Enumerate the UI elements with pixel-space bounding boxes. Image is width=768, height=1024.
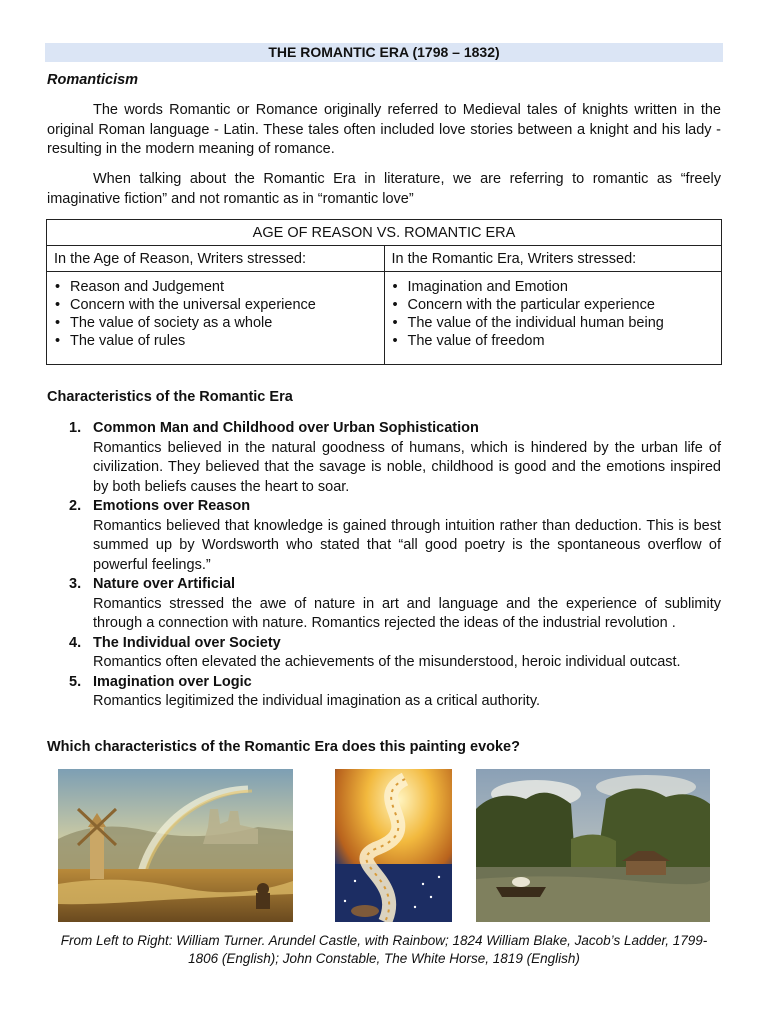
characteristic-number: 3. <box>69 576 82 592</box>
characteristic-number: 4. <box>69 634 82 651</box>
question-text: Which characteristics of the Romantic Era does this painting evoke? <box>47 739 520 755</box>
intro-paragraph-1 <box>47 101 721 160</box>
characteristic-number: 5. <box>69 673 82 690</box>
characteristic-description: Romantics stressed the awe of nature in art and language and the experience of sublimity through a connection with nature. Romantics rejected the ideas of the industrial revolution . <box>93 595 721 631</box>
characteristic-item <box>47 575 721 634</box>
characteristics-list <box>47 419 721 712</box>
turner-painting-image <box>58 769 293 922</box>
characteristic-title: The Individual over Society <box>93 634 281 651</box>
constable-painting-image <box>476 769 710 922</box>
romantic-era-list <box>392 278 715 350</box>
list-item: • Concern with the universal experience <box>54 296 377 314</box>
list-item: • Imagination and Emotion <box>392 278 715 296</box>
characteristic-item <box>47 419 721 497</box>
age-of-reason-header: In the Age of Reason, Writers stressed: <box>47 246 385 272</box>
list-item: • The value of society as a whole <box>54 314 377 332</box>
intro-paragraph-1-text: The words Romantic or Romance originally referred to Medieval tales of knights written in the original Roman language - Latin. These tales often included love stories between a knight and his lady - resulting in the modern meaning of romance. <box>47 102 721 157</box>
page-title: THE ROMANTIC ERA (1798 – 1832) <box>45 43 723 62</box>
characteristic-item <box>47 634 721 673</box>
list-item: • Reason and Judgement <box>54 278 377 296</box>
intro-paragraph-2 <box>47 170 721 209</box>
blake-painting-image <box>335 769 452 922</box>
characteristic-item <box>47 497 721 575</box>
characteristics-heading: Characteristics of the Romantic Era <box>47 389 293 405</box>
characteristic-number: 1. <box>69 420 82 436</box>
paintings-caption: From Left to Right: William Turner. Arundel Castle, with Rainbow; 1824 William Blake, Jacob’s Ladder, 1799-1806 (English); John Constable, The White Horse, 1819 (English) <box>60 933 708 966</box>
section-heading-romanticism: Romanticism <box>47 72 139 88</box>
comparison-table <box>46 219 722 365</box>
list-item: • Concern with the particular experience <box>392 296 715 314</box>
list-item: • The value of rules <box>54 332 377 350</box>
characteristic-number: 2. <box>69 498 82 514</box>
romantic-era-cell <box>384 272 722 365</box>
characteristic-item <box>47 673 721 712</box>
characteristic-title: Emotions over Reason <box>93 498 251 514</box>
intro-paragraph-2-text: When talking about the Romantic Era in literature, we are referring to romantic as “freely imaginative fiction” and not romantic as in “romantic love” <box>47 171 721 207</box>
romantic-era-header: In the Romantic Era, Writers stressed: <box>384 246 722 272</box>
characteristic-title: Imagination over Logic <box>93 673 252 690</box>
characteristic-description: Romantics legitimized the individual imagination as a critical authority. <box>93 693 541 709</box>
characteristic-title: Nature over Artificial <box>93 576 236 592</box>
list-item: • The value of freedom <box>392 332 715 350</box>
characteristic-description: Romantics believed in the natural goodness of humans, which is hindered by the urban life of civilization. They believed that the savage is noble, childhood is good and the emotions inspired by both beliefs causes the heart to soar. <box>93 439 721 495</box>
list-item: • The value of the individual human being <box>392 314 715 332</box>
comparison-table-title: AGE OF REASON VS. ROMANTIC ERA <box>47 220 722 246</box>
age-of-reason-cell <box>47 272 385 365</box>
characteristic-description: Romantics often elevated the achievements of the misunderstood, heroic individual outcast. <box>93 654 681 670</box>
characteristic-title: Common Man and Childhood over Urban Sophistication <box>93 420 479 436</box>
characteristic-description: Romantics believed that knowledge is gained through intuition rather than deduction. This is best summed up by Wordsworth who stated that “all good poetry is the spontaneous overflow of powerful feelings.” <box>93 517 721 573</box>
age-of-reason-list <box>54 278 377 350</box>
